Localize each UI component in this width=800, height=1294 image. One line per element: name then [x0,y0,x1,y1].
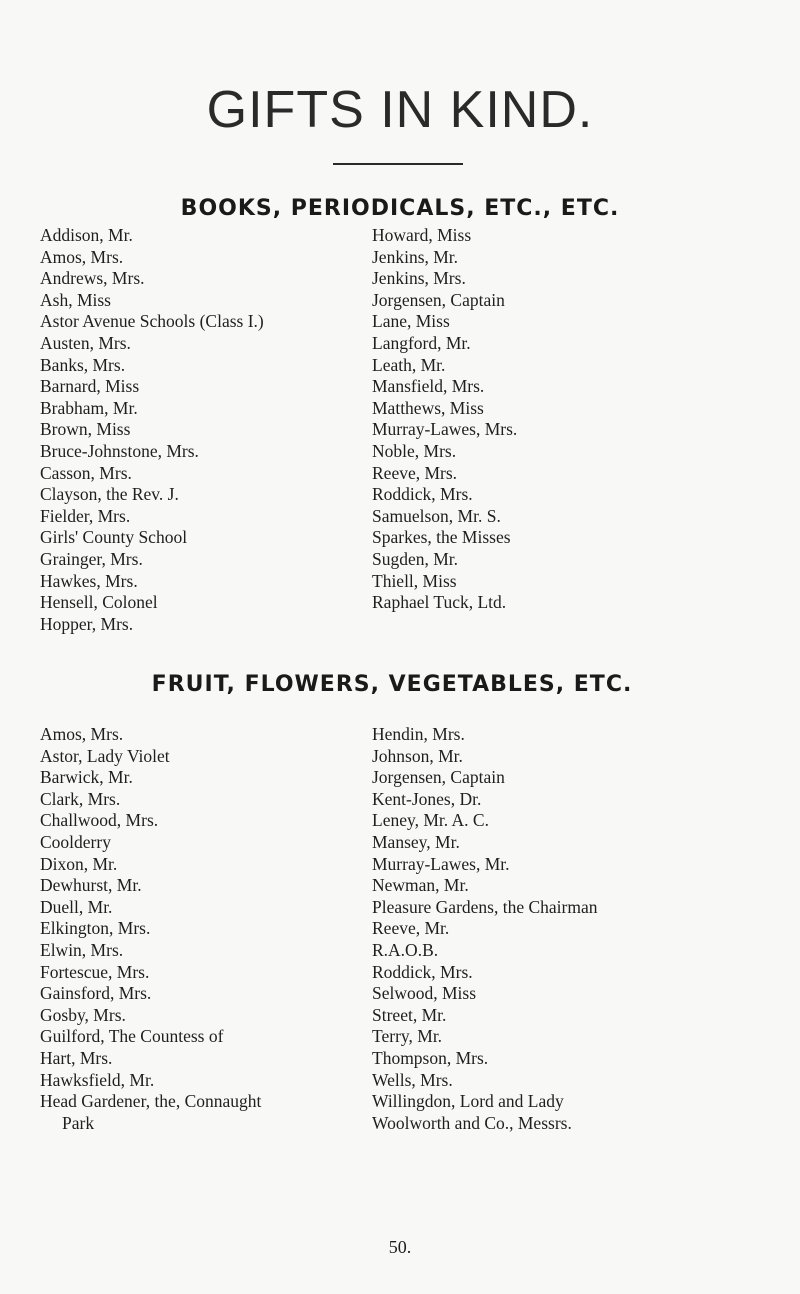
books-section-heading: BOOKS, PERIODICALS, ETC., ETC. [180,196,620,221]
donor-entry: Murray-Lawes, Mrs. [372,419,518,440]
donor-entry: Samuelson, Mr. S. [372,505,501,526]
donor-entry: Woolworth and Co., Messrs. [372,1112,572,1133]
donor-entry: Bruce-Johnstone, Mrs. [40,440,199,461]
donor-entry: Gosby, Mrs. [40,1004,126,1025]
donor-entry: Barwick, Mr. [40,767,133,788]
donor-entry: Reeve, Mr. [372,918,450,939]
books-donor-list-right [372,225,517,614]
donor-entry: Astor Avenue Schools (Class I.) [40,311,264,332]
donor-entry: Terry, Mr. [372,1026,443,1047]
donor-entry: Leath, Mr. [372,354,446,375]
donor-entry: Hawkes, Mrs. [40,570,138,591]
donor-entry: Thompson, Mrs. [372,1047,489,1068]
donor-entry: Hensell, Colonel [40,592,158,613]
donor-entry: Jenkins, Mr. [372,246,459,267]
donor-entry: Elwin, Mrs. [40,939,124,960]
donor-entry: Jorgensen, Captain [372,289,505,310]
title-divider [333,163,463,165]
donor-entry: Hopper, Mrs. [40,613,134,634]
donor-entry: Fielder, Mrs. [40,505,131,526]
donor-entry: Pleasure Gardens, the Chairman [372,896,598,917]
donor-entry: Austen, Mrs. [40,332,131,353]
donor-entry: Noble, Mrs. [372,440,457,461]
donor-entry: Coolderry [40,831,111,852]
donor-entry: Brown, Miss [40,419,131,440]
donor-entry: Banks, Mrs. [40,354,126,375]
donor-entry: Duell, Mr. [40,896,113,917]
donor-entry: Kent-Jones, Dr. [372,788,482,809]
donor-entry: Dewhurst, Mr. [40,875,142,896]
donor-entry: Murray-Lawes, Mr. [372,853,510,874]
donor-entry: Roddick, Mrs. [372,484,473,505]
donor-entry: Sugden, Mr. [372,548,459,569]
donor-entry: Jenkins, Mrs. [372,268,466,289]
donor-entry: R.A.O.B. [372,939,439,960]
donor-entry: Clayson, the Rev. J. [40,484,179,505]
donor-entry: Sparkes, the Misses [372,527,511,548]
fruit-donor-list-right [372,724,597,1134]
donor-entry: Matthews, Miss [372,397,484,418]
page-number: 50. [388,1237,412,1257]
donor-entry: Andrews, Mrs. [40,268,145,289]
donor-entry: Mansey, Mr. [372,831,460,852]
donor-entry: Gainsford, Mrs. [40,983,152,1004]
donor-entry: Brabham, Mr. [40,397,138,418]
donor-entry: Willingdon, Lord and Lady [372,1091,564,1112]
donor-entry: Jorgensen, Captain [372,767,505,788]
donor-entry: Guilford, The Countess of [40,1026,224,1047]
donor-entry: Langford, Mr. [372,332,471,353]
donor-entry: Fortescue, Mrs. [40,961,150,982]
donor-entry: Grainger, Mrs. [40,548,143,569]
donor-entry: Hendin, Mrs. [372,724,465,744]
donor-entry: Challwood, Mrs. [40,810,159,831]
donor-entry: Amos, Mrs. [40,724,124,744]
donor-entry: Lane, Miss [372,311,450,332]
donor-entry: Hart, Mrs. [40,1047,113,1068]
donor-entry: Hawksfield, Mr. [40,1069,155,1090]
donor-entry: Selwood, Miss [372,983,477,1004]
books-donor-list-left [40,225,264,635]
fruit-donor-list-left [40,724,261,1134]
donor-entry: Raphael Tuck, Ltd. [372,592,507,613]
donor-entry: Head Gardener, the, Connaught [40,1091,262,1112]
donor-entry: Park [62,1112,95,1133]
donor-entry: Thiell, Miss [372,570,457,591]
donor-entry: Leney, Mr. A. C. [372,810,489,831]
fruit-section-heading: FRUIT, FLOWERS, VEGETABLES, ETC. [151,672,633,697]
donor-entry: Ash, Miss [40,289,111,310]
donor-entry: Street, Mr. [372,1004,447,1025]
donor-entry: Elkington, Mrs. [40,918,151,939]
page-title: GIFTS IN KIND. [206,81,594,139]
donor-entry: Johnson, Mr. [372,745,463,766]
donor-entry: Mansfield, Mrs. [372,376,485,397]
donor-entry: Barnard, Miss [40,376,140,397]
donor-entry: Newman, Mr. [372,875,469,896]
donor-entry: Howard, Miss [372,225,472,245]
donor-entry: Girls' County School [40,527,188,548]
donor-entry: Dixon, Mr. [40,853,118,874]
donor-entry: Wells, Mrs. [372,1069,453,1090]
donor-entry: Reeve, Mrs. [372,462,458,483]
donor-entry: Amos, Mrs. [40,246,124,267]
donor-entry: Roddick, Mrs. [372,961,473,982]
donor-entry: Clark, Mrs. [40,788,121,809]
donor-entry: Astor, Lady Violet [40,745,170,766]
donor-entry: Casson, Mrs. [40,462,132,483]
donor-entry: Addison, Mr. [40,225,133,245]
